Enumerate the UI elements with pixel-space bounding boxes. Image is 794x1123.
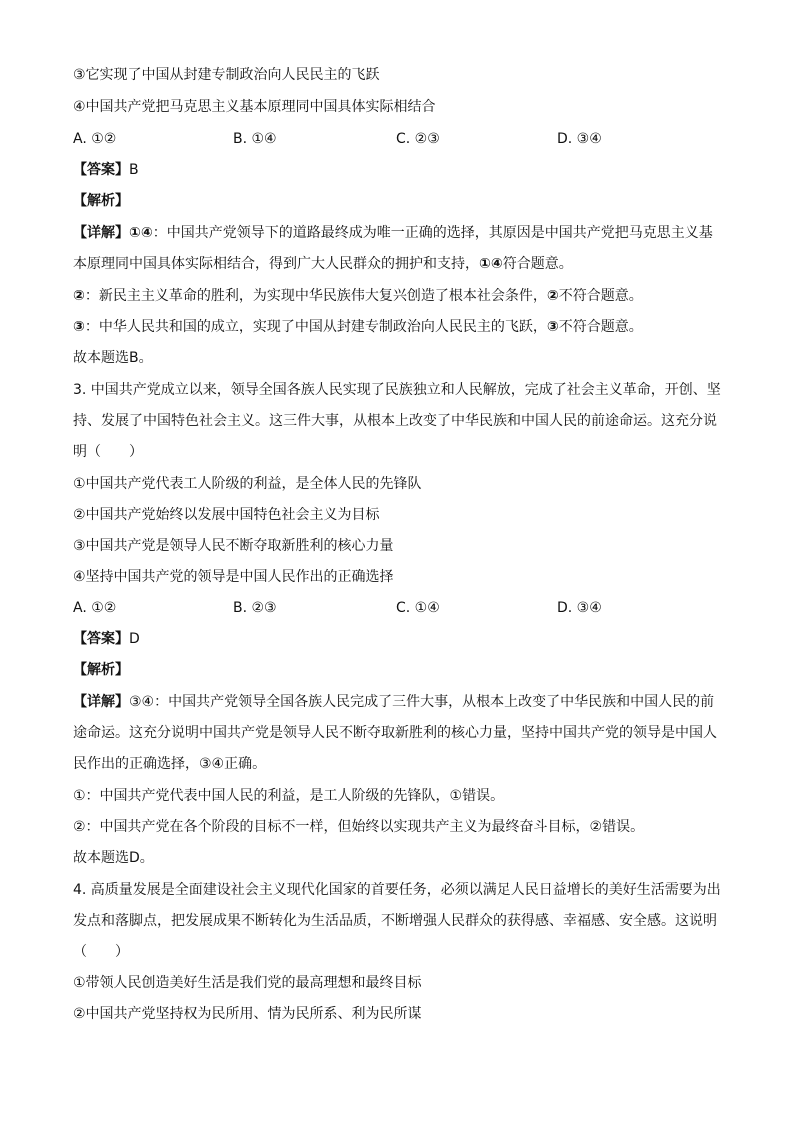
q2-statement-3: ③它实现了中国从封建专制政治向人民民主的飞跃 [73,67,380,83]
q4-stem-line-3: （ ） [73,944,129,960]
point-ref: ③ [73,319,85,335]
q3-analysis-point-2: ②：中国共产党在各个阶段的目标不一样，但始终以实现共产主义为最终奋斗目标，②错误。 [73,819,645,835]
q3-statement-1: ①中国共产党代表工人阶级的利益，是全体人民的先锋队 [73,476,422,492]
detail-tag: 【详解】 [73,694,129,710]
q3-stem-line-3: 明（ ） [73,444,143,460]
q3-analysis-tag: 【解析】 [73,662,129,678]
q3-analysis-point-1: ①：中国共产党代表中国人民的利益，是工人阶级的先锋队，①错误。 [73,788,505,804]
q3-answer [73,632,140,646]
answer-value: D [129,631,140,647]
point-text: 不符合题意。 [558,288,643,304]
detail-text: 符合题意。 [502,256,573,272]
point-ref: ② [546,288,559,304]
q2-analysis-tag: 【解析】 [73,193,129,209]
q2-analysis-point-3 [73,320,643,334]
q3-option-b: B. ②③ [233,600,277,616]
q3-stem-line-1: 3. 中国共产党成立以来，领导全国各族人民实现了民族独立和人民解放，完成了社会主义革命，开创、坚 [73,382,721,398]
q2-answer [73,163,139,177]
detail-ref: ①④ [129,225,153,241]
q2-option-d: D. ③④ [557,131,602,147]
answer-tag: 【答案】 [73,631,129,647]
q3-stem-line-2: 持、发展了中国特色社会主义。这三件大事，从根本上改变了中华民族和中国人民的前途命运。这充分说 [73,413,717,429]
q3-option-a: A. ①② [73,600,117,616]
point-text: 不符合题意。 [558,319,643,335]
q2-detail-line-1 [73,226,713,240]
q2-analysis-point-2 [73,289,643,303]
q2-option-b: B. ①④ [233,131,277,147]
q3-statement-4: ④坚持中国共产党的领导是中国人民作出的正确选择 [73,569,394,585]
q4-statement-1: ①带领人民创造美好生活是我们党的最高理想和最终目标 [73,975,422,991]
q3-detail-line-3: 民作出的正确选择，③④正确。 [73,756,267,772]
detail-text: ③④：中国共产党领导全国各族人民完成了三件大事，从根本上改变了中华民族和中国人民的前 [129,694,715,710]
q2-conclusion: 故本题选B。 [73,350,153,366]
q2-option-a: A. ①② [73,131,117,147]
point-ref: ② [73,288,85,304]
q4-stem-line-2: 发点和落脚点，把发展成果不断转化为生活品质，不断增强人民群众的获得感、幸福感、安全感。这说明 [73,913,717,929]
q4-stem-line-1: 4. 高质量发展是全面建设社会主义现代化国家的首要任务，必须以满足人民日益增长的美好生活需要为出 [73,882,721,898]
detail-ref: ①④ [479,256,503,272]
q3-option-d: D. ③④ [557,600,602,616]
q2-detail-line-2 [73,257,573,271]
q3-detail-line-1 [73,695,714,709]
point-text: ：新民主主义革命的胜利，为实现中华民族伟大复兴创造了根本社会条件， [84,288,547,304]
q3-statement-2: ②中国共产党始终以发展中国特色社会主义为目标 [73,507,380,523]
point-text: ：中华人民共和国的成立，实现了中国从封建专制政治向人民民主的飞跃， [84,319,547,335]
answer-tag: 【答案】 [73,162,129,178]
q3-statement-3: ③中国共产党是领导人民不断夺取新胜利的核心力量 [73,538,394,554]
q2-option-c: C. ②③ [396,131,440,147]
q2-statement-4: ④中国共产党把马克思主义基本原理同中国具体实际相结合 [73,99,436,115]
answer-value: B [129,162,139,178]
q3-option-c: C. ①④ [396,600,440,616]
detail-tag: 【详解】 [73,225,129,241]
detail-text: ：中国共产党领导下的道路最终成为唯一正确的选择，其原因是中国共产党把马克思主义基 [152,225,713,241]
q4-statement-2: ②中国共产党坚持权为民所用、情为民所系、利为民所谋 [73,1006,422,1022]
q3-detail-line-2: 途命运。这充分说明中国共产党是领导人民不断夺取新胜利的核心力量，坚持中国共产党的领导是中国人 [73,725,717,741]
detail-text: 本原理同中国具体实际相结合，得到广大人民群众的拥护和支持， [73,256,479,272]
point-ref: ③ [546,319,559,335]
q3-conclusion: 故本题选D。 [73,850,154,866]
